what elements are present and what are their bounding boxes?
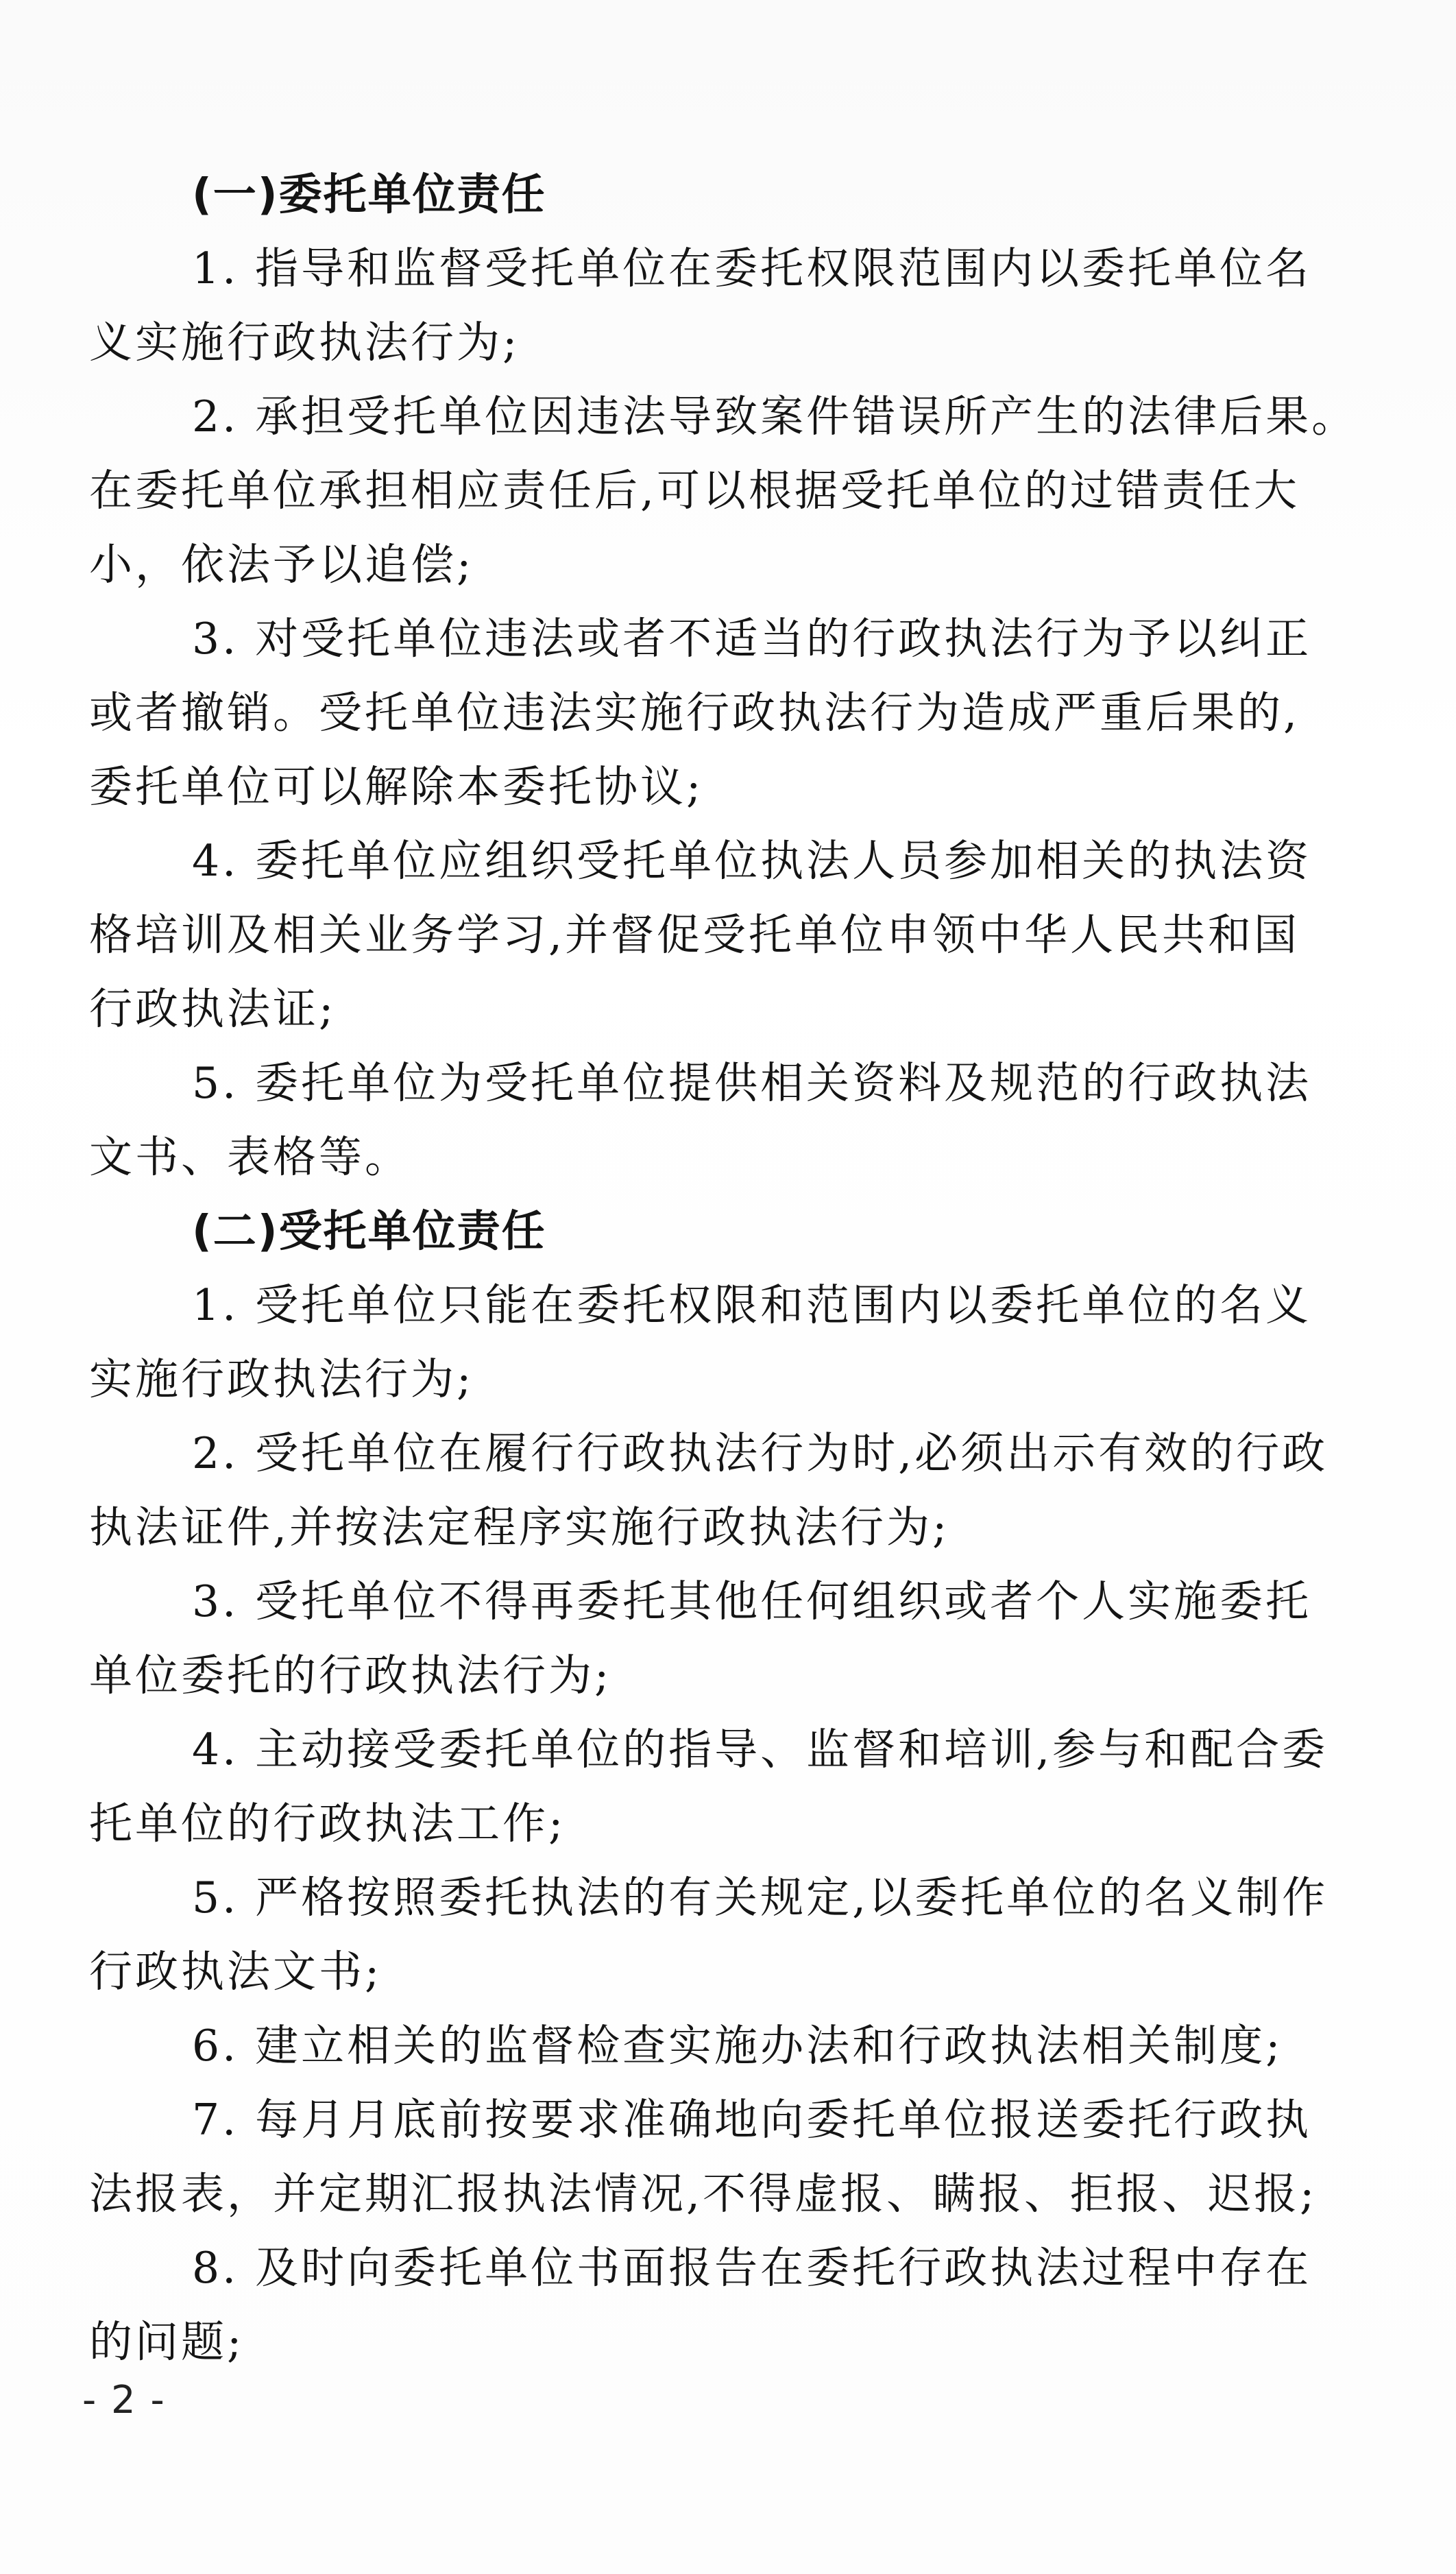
paragraph-line: 1. 指导和监督受托单位在委托权限范围内以委托单位名	[192, 243, 1312, 293]
paragraph-line: 3. 对受托单位违法或者不适当的行政执法行为予以纠正	[192, 614, 1312, 664]
document-body	[89, 158, 1357, 2379]
paragraph-line: 8. 及时向委托单位书面报告在委托行政执法过程中存在	[192, 2243, 1312, 2293]
paragraph-line: 2. 承担受托单位因违法导致案件错误所产生的法律后果。	[192, 392, 1358, 442]
paragraph-line: 4. 主动接受委托单位的指导、监督和培训,参与和配合委	[192, 1724, 1328, 1775]
paragraph-line: 委托单位可以解除本委托协议;	[89, 762, 704, 812]
paragraph-line: 3. 受托单位不得再委托其他任何组织或者个人实施委托	[192, 1576, 1312, 1626]
paragraph-line: 执法证件,并按法定程序实施行政执法行为;	[89, 1502, 950, 1552]
paragraph-line: 2. 受托单位在履行行政执法行为时,必须出示有效的行政	[192, 1428, 1328, 1478]
paragraph-line: 1. 受托单位只能在委托权限和范围内以委托单位的名义	[192, 1280, 1312, 1330]
paragraph-line: 法报表，并定期汇报执法情况,不得虚报、瞒报、拒报、迟报;	[89, 2169, 1318, 2219]
paragraph-line: 行政执法证;	[89, 984, 337, 1034]
paragraph-line: 4. 委托单位应组织受托单位执法人员参加相关的执法资	[192, 836, 1312, 886]
paragraph-line: 义实施行政执法行为;	[89, 317, 520, 368]
paragraph-line: 托单位的行政执法工作;	[89, 1799, 566, 1849]
paragraph-line: 单位委托的行政执法行为;	[89, 1650, 612, 1700]
section-heading-entrusting-unit: (一)委托单位责任	[192, 169, 546, 219]
page-number: - 2 -	[82, 2378, 166, 2422]
paragraph-line: 行政执法文书;	[89, 1947, 383, 1997]
paragraph-line: 文书、表格等。	[89, 1132, 411, 1182]
paragraph-line: 的问题;	[89, 2317, 245, 2367]
paragraph-line: 格培训及相关业务学习,并督促受托单位申领中华人民共和国	[89, 910, 1300, 960]
section-heading-entrusted-unit: (二)受托单位责任	[192, 1206, 546, 1256]
paragraph-line: 5. 严格按照委托执法的有关规定,以委托单位的名义制作	[192, 1873, 1328, 1923]
paragraph-line: 实施行政执法行为;	[89, 1354, 474, 1404]
paragraph-line: 5. 委托单位为受托单位提供相关资料及规范的行政执法	[192, 1058, 1312, 1108]
paragraph-line: 7. 每月月底前按要求准确地向委托单位报送委托行政执	[192, 2095, 1312, 2145]
paragraph-line: 或者撤销。受托单位违法实施行政执法行为造成严重后果的,	[89, 688, 1300, 738]
paragraph-line: 在委托单位承担相应责任后,可以根据受托单位的过错责任大	[89, 466, 1300, 516]
paragraph-line: 小，依法予以追偿;	[89, 540, 474, 590]
paragraph-line: 6. 建立相关的监督检查实施办法和行政执法相关制度;	[192, 2021, 1283, 2071]
